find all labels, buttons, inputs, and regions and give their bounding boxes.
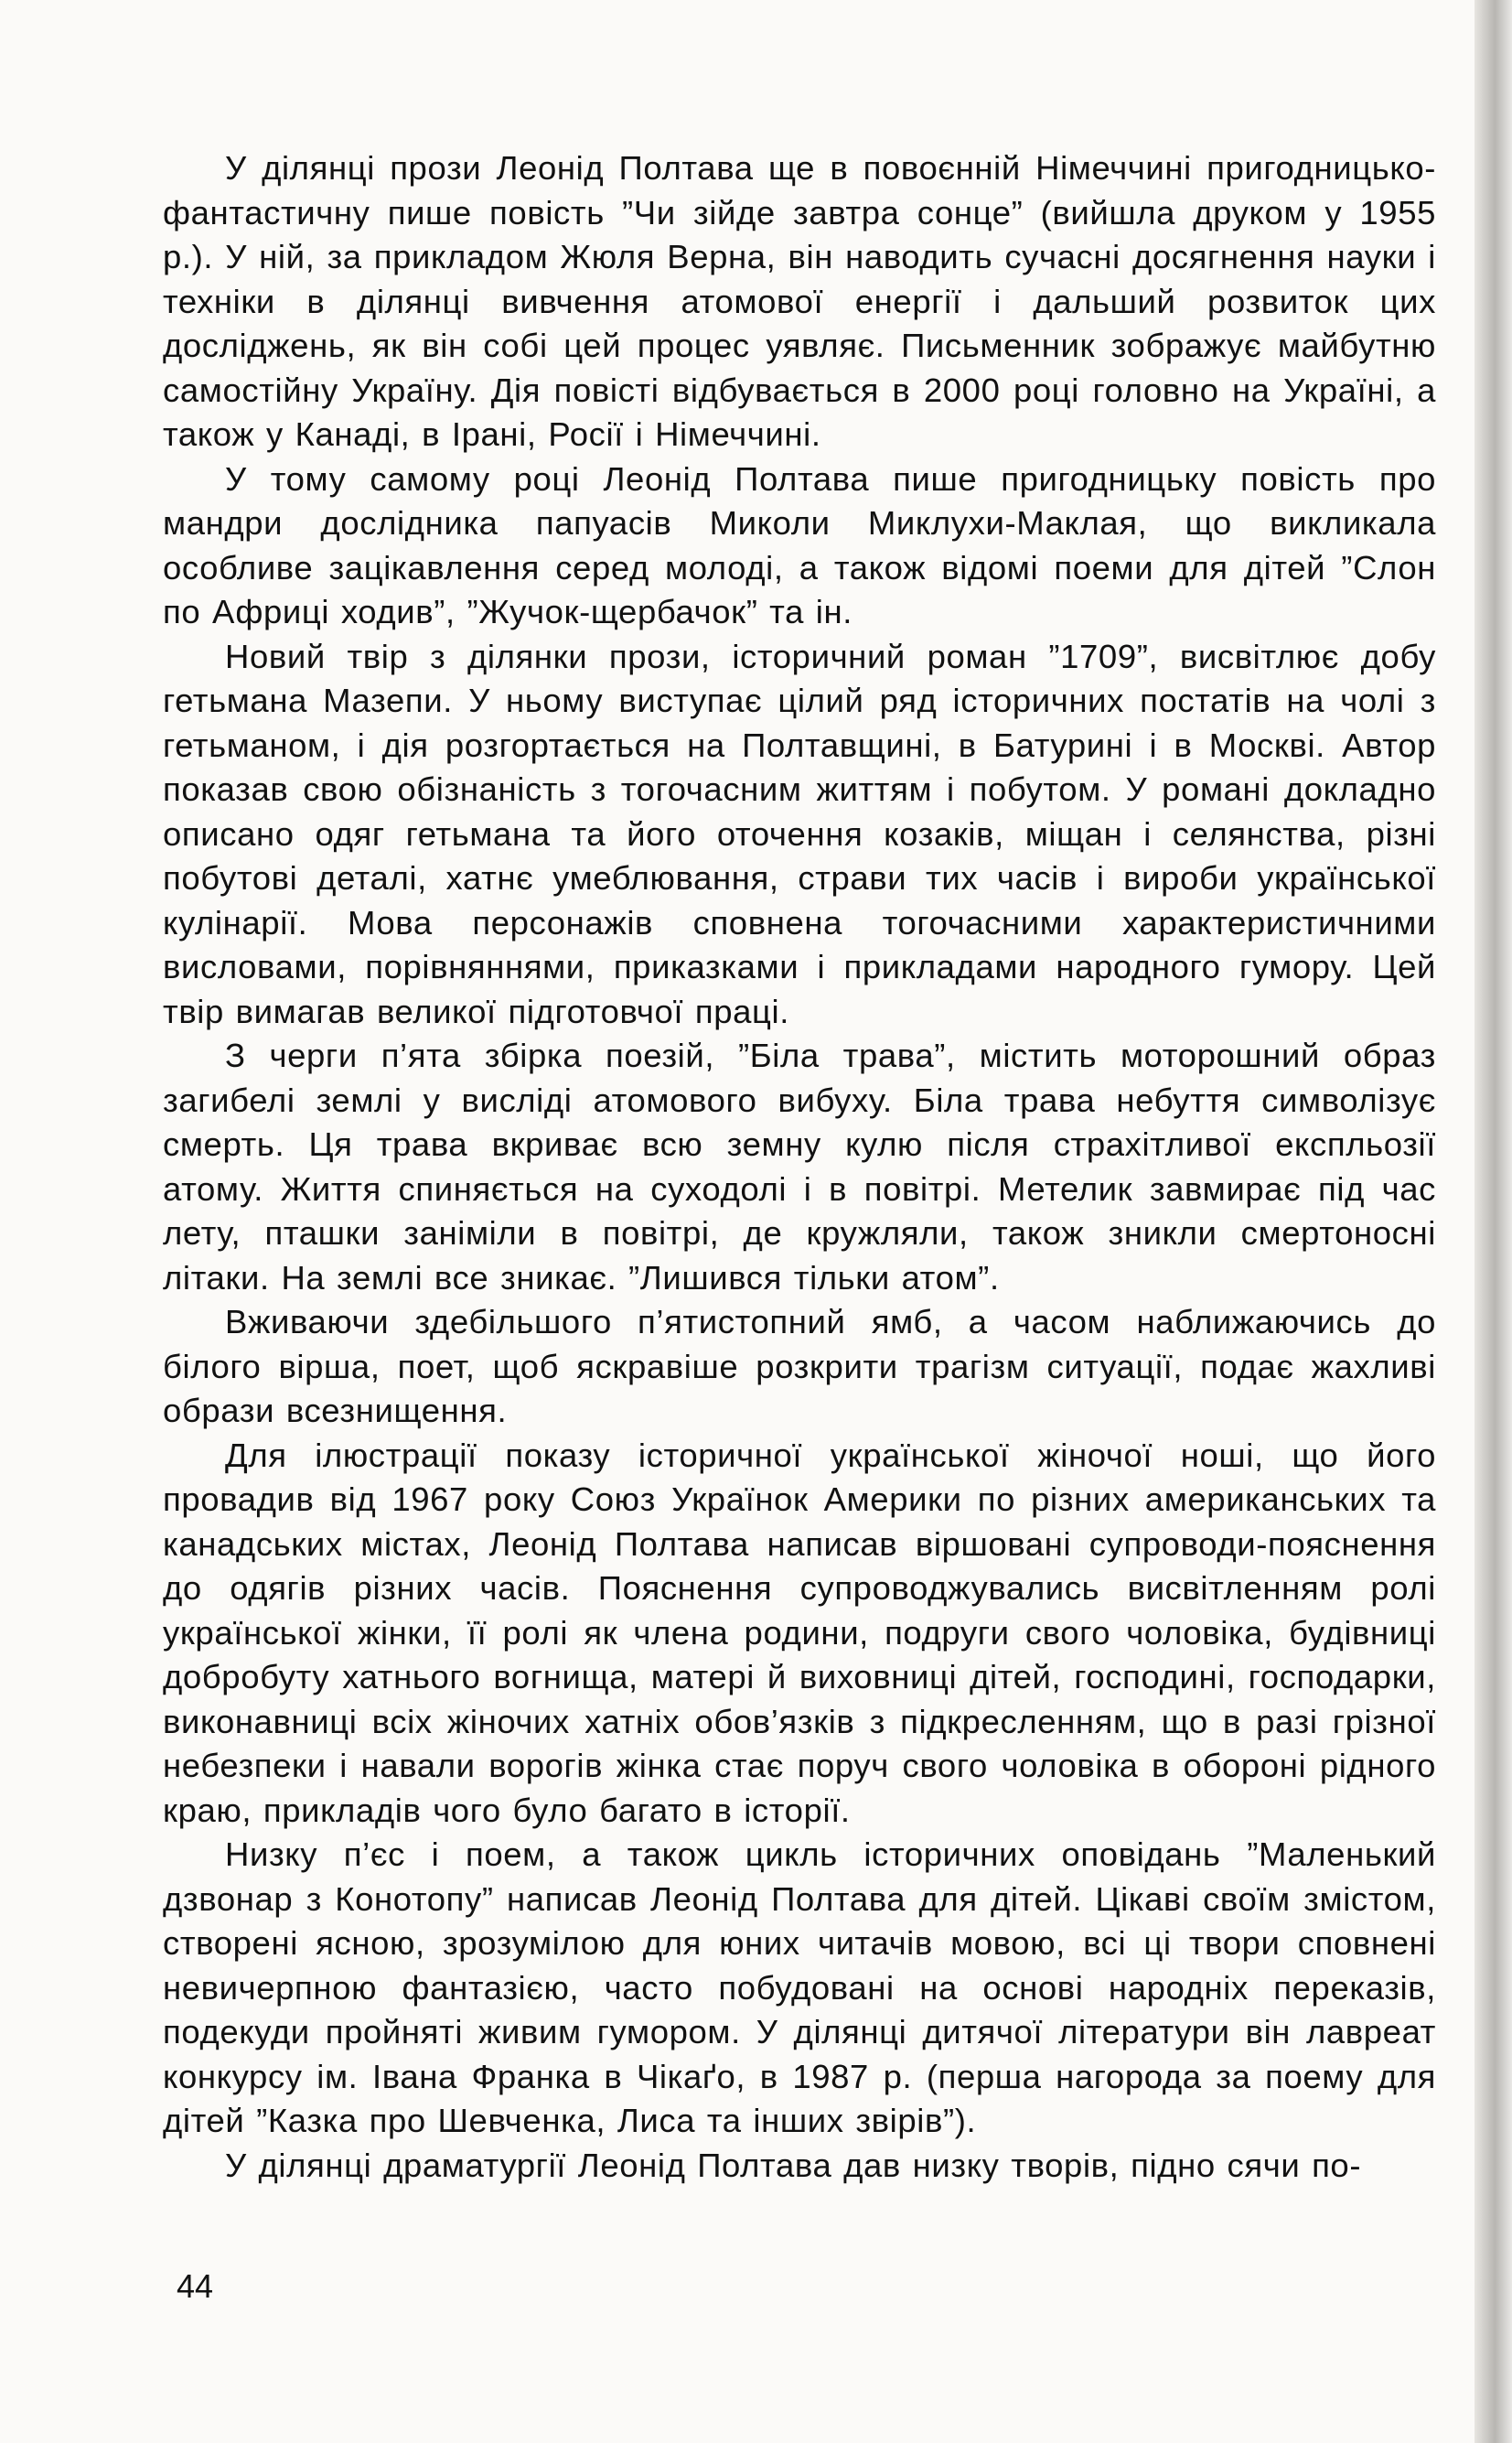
page-edge (1474, 0, 1512, 2443)
paragraph: Новий твір з ділянки прози, історичний роман ”1709”, висвітлює добу гетьмана Мазепи. У ньому виступає цілий ряд історичних постатів на чолі з гетьманом, і дія розгортається на Полтавщині, в Батурині і в Москві. Автор показав свою обізнаність з тогочасним життям і побутом. У романі докладно описано одяг гетьмана та його оточення козаків, міщан і селянства, різні побутові деталі, хатнє умеблювання, страви тих часів і вироби української кулінарії. Мова персонажів сповнена тогочасними характеристичними висловами, порівняннями, приказками і прикладами народного гумору. Цей твір вимагав великої підготовчої праці. (163, 637, 1436, 1030)
paragraph: У ділянці драматургії Леонід Полтава дав низку творів, підно сячи по- (225, 2146, 1362, 2184)
body-text (163, 146, 1436, 2188)
page-number: 44 (177, 2267, 214, 2305)
paragraph: Для ілюстрації показу історичної української жіночої ноші, що його провадив від 1967 року Союз Українок Америки по різних американських та канадських містах, Леонід Полтава написав віршовані супроводи-пояснення до одягів різних часів. Пояснення супроводжувались висвітленням ролі української жінки, її ролі як члена родини, подруги свого чоловіка, будівниці добробуту хатнього вогнища, матері й виховниці дітей, господині, господарки, виконавниці всіх жіночих хатніх обов’язків з підкресленням, що в разі грізної небезпеки і навали ворогів жінка стає поруч свого чоловіка в обороні рідного краю, прикладів чого було багато в історії. (163, 1436, 1436, 1829)
paragraph: У ділянці прози Леонід Полтава ще в повоєнній Німеччині пригодницько-фантастичну пише повість ”Чи зійде завтра сонце” (вийшла друком у 1955 р.). У ній, за прикладом Жюля Верна, він наводить сучасні досягнення науки і техніки в ділянці вивчення атомової енергії і дальший розвиток цих досліджень, як він собі цей процес уявляє. Письменник зображує майбутню самостійну Україну. Дія повісті відбувається в 2000 році головно на Україні, а також у Канаді, в Ірані, Росії і Німеччині. (163, 149, 1436, 453)
paragraph: Низку п’єс і поем, а також цикль історичних оповідань ”Маленький дзвонар з Конотопу” написав Леонід Полтава для дітей. Цікаві своїм змістом, створені ясною, зрозумілою для юних читачів мовою, всі ці твори сповнені невичерпною фантазією, часто побудовані на основі народніх переказів, подекуди пройняті живим гумором. У ділянці дитячої літератури він лавреат конкурсу ім. Івана Франка в Чікаґо, в 1987 р. (перша нагорода за поему для дітей ”Казка про Шевченка, Лиса та інших звірів”). (163, 1835, 1436, 2139)
paragraph: З черги п’ята збірка поезій, ”Біла трава”, містить моторошний образ загибелі землі у висліді атомового вибуху. Біла трава небуття символізує смерть. Ця трава вкриває всю земну кулю після страхітливої експльозії атому. Життя спиняється на суходолі і в повітрі. Метелик завмирає під час лету, пташки заніміли в повітрі, де кружляли, також зникли смертоносні літаки. На землі все зникає. ”Лишився тільки атом”. (163, 1037, 1436, 1297)
paragraph: У тому самому році Леонід Полтава пише пригодницьку повість про мандри дослідника папуасів Миколи Миклухи-Маклая, що викликала особливе зацікавлення серед молоді, а також відомі поеми для дітей ”Слон по Африці ходив”, ”Жучок-щербачок” та ін. (163, 459, 1436, 630)
paragraph: Вживаючи здебільшого п’ятистопний ямб, а часом наближаючись до білого вірша, поет, щоб яскравіше розкрити трагізм ситуації, подає жахливі образи всезнищення. (163, 1303, 1436, 1429)
